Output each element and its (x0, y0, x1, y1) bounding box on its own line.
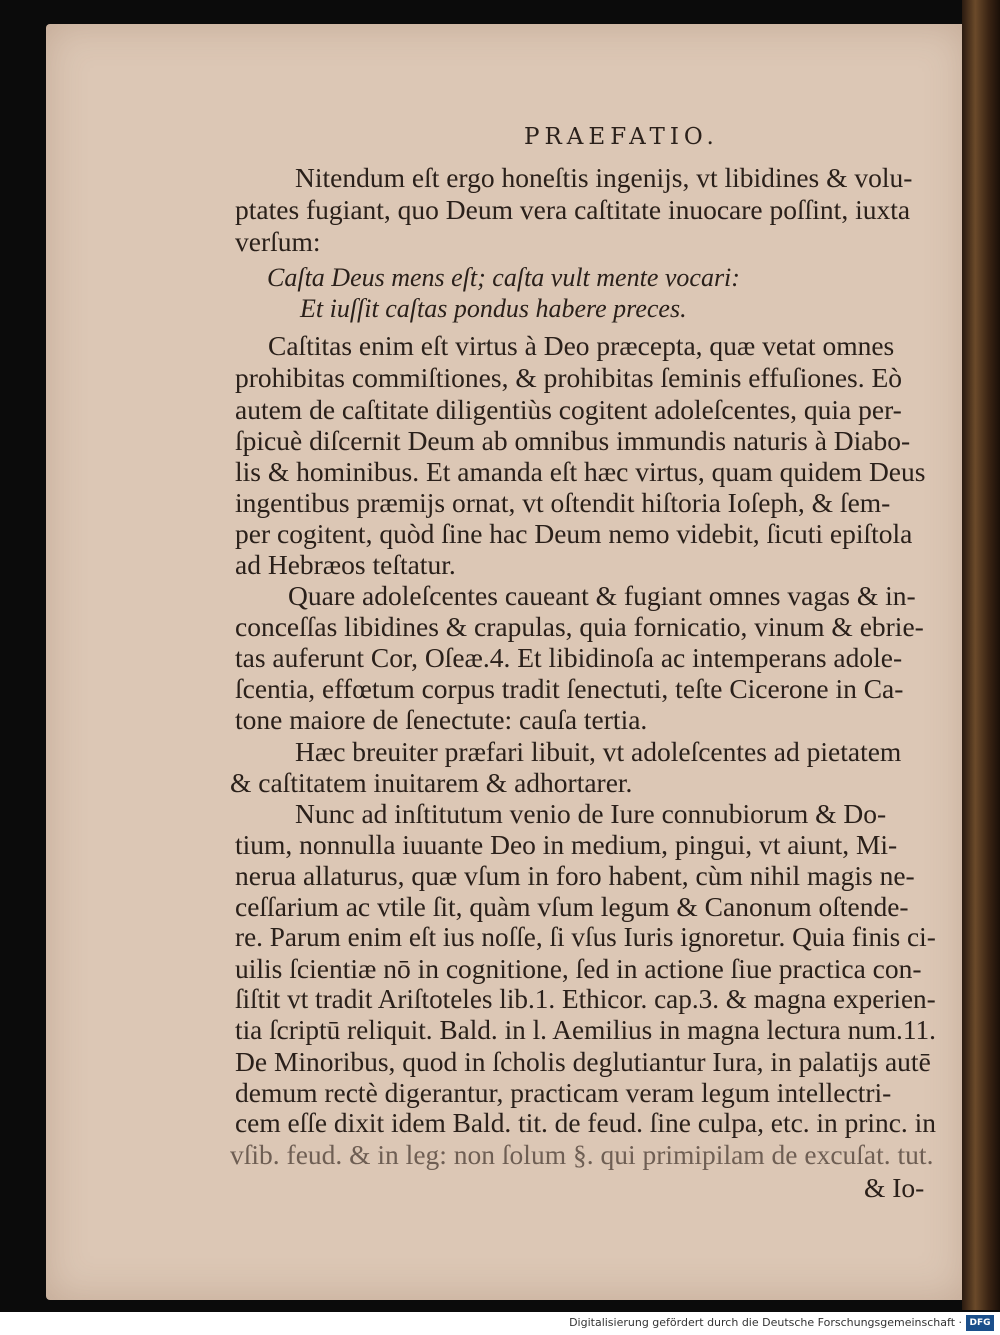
text-line: ſpicuè diſcernit Deum ab omnibus immundis naturis à Diabo- (235, 425, 911, 456)
book-spine-edge (962, 0, 1000, 1310)
text-line: demum rectè digerantur, practicam veram legum intellectri- (235, 1077, 892, 1108)
text-line: ptates fugiant, quo Deum vera caſtitate inuocare poſſint, iuxta (235, 194, 911, 225)
text-line: cem eſſe dixit idem Bald. tit. de feud. ſine culpa, etc. in princ. in (235, 1108, 936, 1138)
text-line: autem de caſtitate diligentiùs cogitent adoleſcentes, quia per- (235, 394, 902, 425)
text-line: conceſſas libidines & crapulas, quia fornicatio, vinum & ebrie- (235, 611, 924, 642)
catchword: & Io- (864, 1172, 925, 1203)
text-line: prohibitas commiſtiones, & prohibitas ſeminis effuſiones. Eò (235, 362, 903, 393)
text-line: ad Hebræos teſtatur. (235, 549, 456, 580)
text-line: tas auferunt Cor, Oſeæ.4. Et libidinoſa ac intemperans adole- (235, 642, 903, 673)
text-line: ingentibus præmijs ornat, vt oſtendit hiſtoria Ioſeph, & ſem- (235, 487, 891, 518)
dfg-logo: DFG (966, 1315, 994, 1331)
text-line: verſum: (235, 226, 321, 257)
text-line: Nunc ad inſtitutum venio de Iure connubiorum & Do- (295, 798, 887, 829)
text-line: uilis ſcientiæ nō in cognitione, ſed in actione ſiue practica con- (235, 953, 922, 984)
text-line: De Minoribus, quod in ſcholis deglutiantur Iura, in palatijs autē (235, 1046, 931, 1077)
text-line: tone maiore de ſenectute: cauſa tertia. (235, 704, 648, 735)
text-line: ceſſarium ac vtile ſit, quàm vſum legum & Canonum oſtende- (235, 891, 909, 922)
text-line: Nitendum eſt ergo honeſtis ingenijs, vt libidines & volu- (295, 162, 913, 193)
verse-line: Et iuſſit caſtas pondus habere preces. (300, 294, 687, 323)
text-line: Quare adoleſcentes caueant & fugiant omnes vagas & in- (288, 580, 916, 611)
text-line: lis & hominibus. Et amanda eſt hæc virtus, quam quidem Deus (235, 456, 926, 487)
text-line: per cogitent, quòd ſine hac Deum nemo videbit, ſicuti epiſtola (235, 518, 913, 549)
text-line: Caſtitas enim eſt virtus à Deo præcepta, quæ vetat omnes (268, 330, 895, 361)
text-line: tium, nonnulla iuuante Deo in medium, pingui, vt aiunt, Mi- (235, 829, 898, 860)
text-line: ſcentia, effœtum corpus tradit ſenectuti, teſte Cicerone in Ca- (235, 673, 904, 704)
text-line: ſiſtit vt tradit Ariſtoteles lib.1. Ethicor. cap.3. & magna experien- (235, 984, 936, 1014)
verse-line: Caſta Deus mens eſt; caſta vult mente vocari: (267, 263, 740, 292)
text-line: tia ſcriptū reliquit. Bald. in l. Aemilius in magna lectura num.11. (235, 1015, 936, 1045)
text-line: & caſtitatem inuitarem & adhortarer. (230, 767, 633, 798)
funding-notice: Digitalisierung gefördert durch die Deutsche Forschungsgemeinschaft · (569, 1316, 962, 1329)
text-line: nerua allaturus, quæ vſum in foro habent, cùm nihil magis ne- (235, 860, 915, 891)
text-line: re. Parum enim eſt ius noſſe, ſi vſus Iuris ignoretur. Quia finis ci- (235, 922, 936, 952)
text-line: vſib. feud. & in leg: non ſolum §. qui primipilam de excuſat. tut. (230, 1139, 934, 1170)
text-line: Hæc breuiter præfari libuit, vt adoleſcentes ad pietatem (295, 736, 902, 767)
book-page (46, 24, 966, 1300)
running-head: PRAEFATIO. (524, 124, 719, 150)
footer-bar (0, 1312, 1000, 1335)
